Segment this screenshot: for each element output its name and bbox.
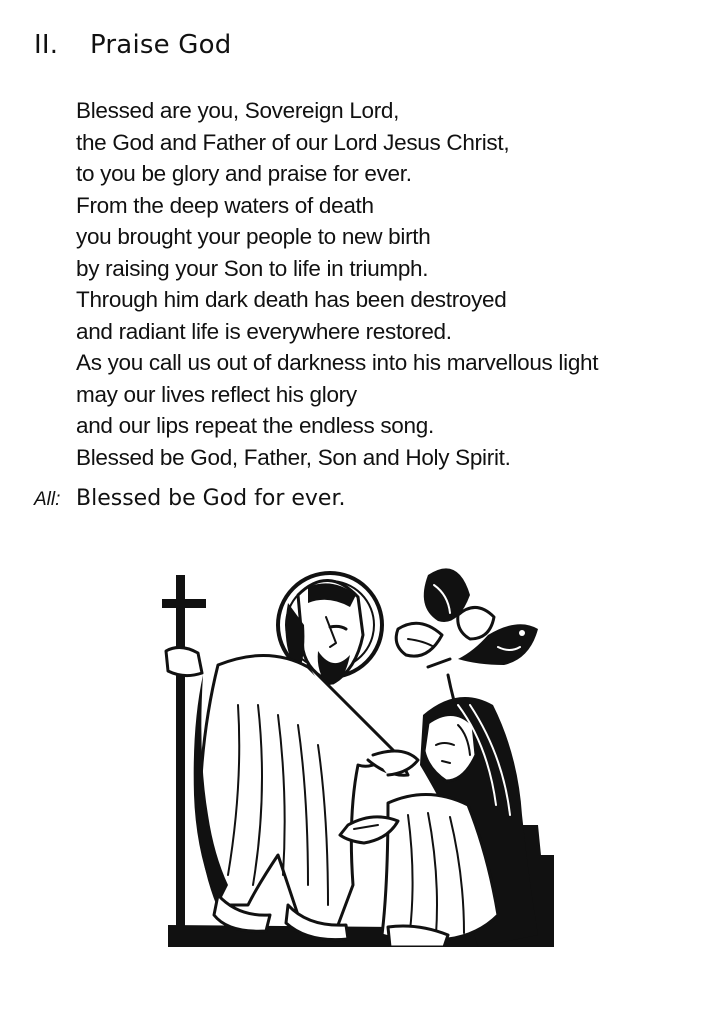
prayer-line: As you call us out of darkness into his marvellous light bbox=[76, 350, 599, 375]
section-heading bbox=[34, 30, 231, 60]
prayer-line: Through him dark death has been destroyed bbox=[76, 287, 507, 312]
risen-christ-illustration bbox=[158, 555, 568, 947]
response-speaker: All: bbox=[34, 489, 61, 510]
prayer-line: to you be glory and praise for ever. bbox=[76, 161, 412, 186]
christ-hand-staff bbox=[166, 647, 202, 675]
christ-hand-reaching bbox=[373, 751, 418, 775]
ground-shadow bbox=[168, 925, 408, 947]
prayer-line: you brought your people to new birth bbox=[76, 224, 431, 249]
prayer-line: Blessed are you, Sovereign Lord, bbox=[76, 98, 400, 123]
section-title: Praise God bbox=[90, 30, 232, 60]
prayer-text bbox=[76, 95, 598, 473]
prayer-line: Blessed be God, Father, Son and Holy Spirit. bbox=[76, 444, 511, 470]
section-number: II. bbox=[34, 30, 59, 60]
prayer-line: and our lips repeat the endless song. bbox=[76, 413, 434, 438]
prayer-line: may our lives reflect his glory bbox=[76, 381, 357, 407]
christ-robe bbox=[200, 655, 388, 925]
response-text: Blessed be God for ever. bbox=[76, 486, 346, 511]
congregation-response bbox=[34, 486, 345, 511]
prayer-line: From the deep waters of death bbox=[76, 192, 374, 218]
prayer-line: by raising your Son to life in triumph. bbox=[76, 255, 429, 281]
prayer-line: the God and Father of our Lord Jesus Christ, bbox=[76, 129, 510, 155]
prayer-line: and radiant life is everywhere restored. bbox=[76, 318, 452, 344]
right-wall bbox=[540, 855, 554, 947]
